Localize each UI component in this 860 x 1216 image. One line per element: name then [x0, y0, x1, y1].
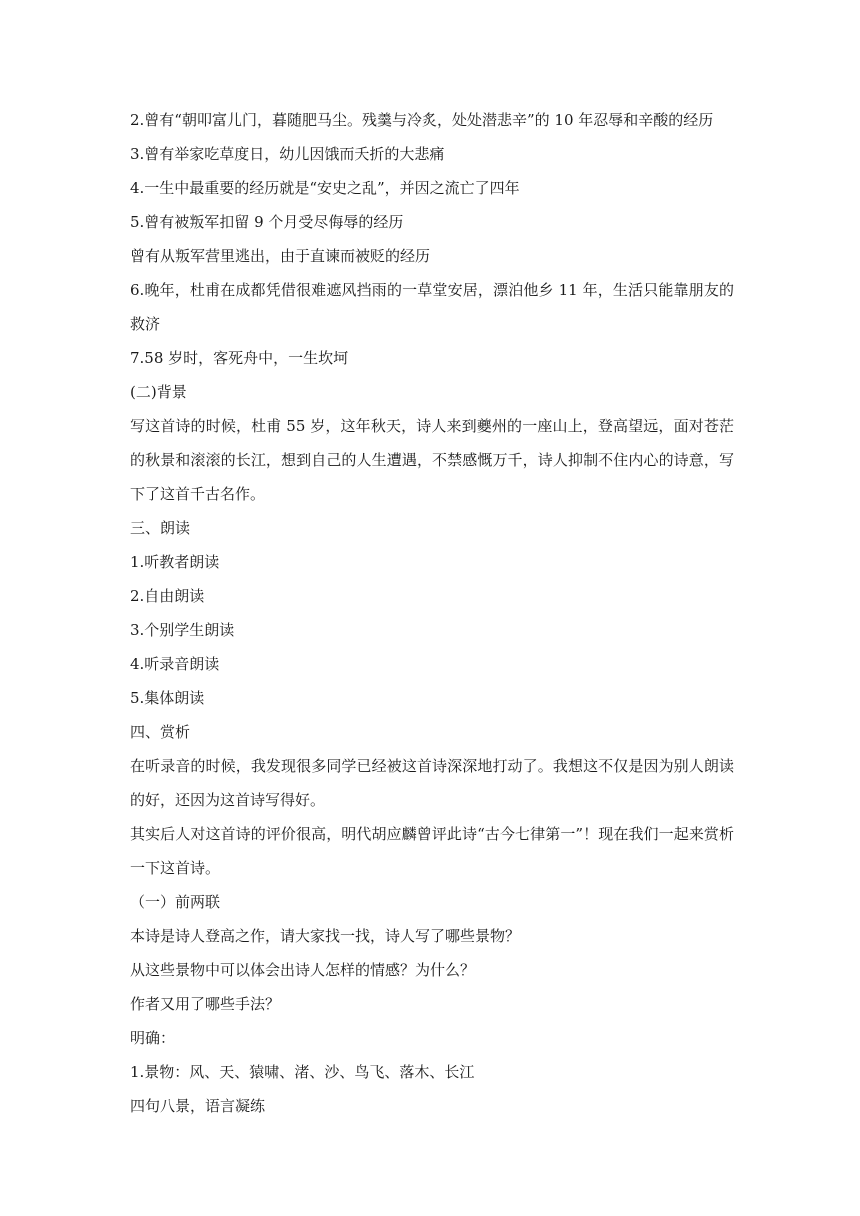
text-line: 一下这首诗。	[130, 859, 221, 877]
text-line: 写这首诗的时候，杜甫 55 岁，这年秋天，诗人来到夔州的一座山上，登高望远，面对苍茫	[130, 417, 734, 435]
text-line: 7.58 岁时，客死舟中，一生坎坷	[130, 349, 349, 367]
text-line: 其实后人对这首诗的评价很高，明代胡应麟曾评此诗“古今七律第一”！现在我们一起来赏析	[130, 825, 734, 843]
section-heading: （一）前两联	[130, 893, 221, 911]
text-line: 下了这首千古名作。	[130, 485, 266, 503]
text-line: 1.听教者朗读	[130, 553, 220, 571]
text-line: 作者又用了哪些手法？	[130, 995, 281, 1013]
text-line: 四句八景，语言凝练	[130, 1097, 266, 1115]
text-line: 从这些景物中可以体会出诗人怎样的情感？为什么？	[130, 961, 476, 979]
text-line: 3.个别学生朗读	[130, 621, 235, 639]
text-line: 4.一生中最重要的经历就是“安史之乱”，并因之流亡了四年	[130, 179, 520, 197]
text-line: 2.曾有“朝叩富儿门，暮随肥马尘。残羹与冷炙，处处潜悲辛”的 10 年忍辱和辛酸的经历	[130, 111, 714, 129]
text-line: 3.曾有举家吃草度日，幼儿因饿而夭折的大悲痛	[130, 145, 445, 163]
text-line: 5.曾有被叛军扣留 9 个月受尽侮辱的经历	[130, 213, 404, 231]
text-line: 6.晚年，杜甫在成都凭借很难遮风挡雨的一草堂安居，漂泊他乡 11 年，生活只能靠朋友的	[130, 281, 734, 299]
section-heading: 四、赏析	[130, 723, 191, 741]
text-line: 本诗是诗人登高之作，请大家找一找，诗人写了哪些景物？	[130, 927, 521, 945]
text-line: 救济	[130, 315, 161, 333]
text-line: 曾有从叛军营里逃出，由于直谏而被贬的经历	[130, 247, 431, 265]
text-line: 的秋景和滚滚的长江，想到自己的人生遭遇，不禁感慨万千，诗人抑制不住内心的诗意，写	[130, 451, 734, 469]
text-line: 在听录音的时候，我发现很多同学已经被这首诗深深地打动了。我想这不仅是因为别人朗读	[130, 757, 734, 775]
section-heading: (二)背景	[130, 383, 187, 401]
section-heading: 三、朗读	[130, 519, 191, 537]
text-line: 5.集体朗读	[130, 689, 205, 707]
text-line: 4.听录音朗读	[130, 655, 220, 673]
text-line: 明确：	[130, 1029, 176, 1047]
text-line: 的好，还因为这首诗写得好。	[130, 791, 326, 809]
text-line: 1.景物：风、天、猿啸、渚、沙、鸟飞、落木、长江	[130, 1063, 475, 1081]
text-line: 2.自由朗读	[130, 587, 205, 605]
